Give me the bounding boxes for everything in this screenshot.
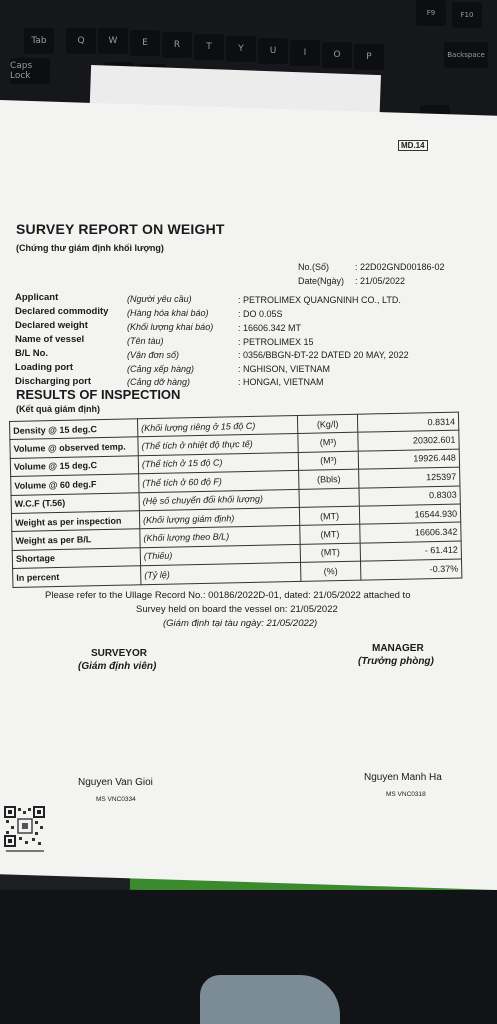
results-title: RESULTS OF INSPECTION xyxy=(16,387,181,402)
surveyor-role: SURVEYOR xyxy=(91,648,147,659)
key-e: E xyxy=(130,30,160,56)
result-label: W.C.F (T.56) xyxy=(11,492,139,513)
result-label-vn: (Khối lượng riêng ở 15 độ C) xyxy=(137,415,297,437)
key-q: Q xyxy=(66,28,96,54)
document-title: SURVEY REPORT ON WEIGHT xyxy=(16,221,225,237)
result-label: Weight as per B/L xyxy=(12,529,140,550)
field-value: : NGHISON, VIETNAM xyxy=(238,364,331,374)
result-unit: (MT) xyxy=(300,525,360,545)
key-w: W xyxy=(98,28,128,54)
key-tab: Tab xyxy=(24,28,54,54)
result-value: 20302.601 xyxy=(358,430,459,451)
key-f10: F10 xyxy=(452,2,482,28)
result-label-vn: (Khối lượng giám định) xyxy=(139,507,299,529)
result-label-vn: (Thể tích ở 15 độ C) xyxy=(138,452,298,474)
manager-role: MANAGER xyxy=(372,643,424,654)
field-label-vn: (Người yêu cầu) xyxy=(127,294,192,304)
field-label: Declared weight xyxy=(15,320,88,331)
result-value: 0.8314 xyxy=(357,412,458,433)
result-value: 16606.342 xyxy=(360,522,461,543)
key-i: I xyxy=(290,40,320,66)
result-unit xyxy=(299,488,359,508)
field-label: Applicant xyxy=(15,292,59,303)
key-backspace: Backspace xyxy=(444,42,488,68)
cloth-object xyxy=(200,975,340,1024)
manager-name: Nguyen Manh Ha xyxy=(364,772,442,783)
field-value: : PETROLIMEX QUANGNINH CO., LTD. xyxy=(238,295,401,305)
result-label: Weight as per inspection xyxy=(11,511,139,532)
result-value: - 61.412 xyxy=(360,541,461,562)
field-value: : DO 0.05S xyxy=(238,309,283,319)
result-label: In percent xyxy=(13,566,141,587)
result-unit: (Bbls) xyxy=(299,469,359,489)
result-label-vn: (Thiếu) xyxy=(140,544,300,566)
result-value: 16544.930 xyxy=(359,504,460,525)
result-label-vn: (Thể tích ở nhiệt độ thực tế) xyxy=(138,434,298,456)
report-date-value: : 21/05/2022 xyxy=(355,276,406,286)
result-label-vn: (Tỷ lệ) xyxy=(141,563,301,585)
result-label-vn: (Thể tích ở 60 độ F) xyxy=(139,471,299,493)
qr-code-icon xyxy=(4,806,46,854)
result-unit: (%) xyxy=(301,561,361,581)
result-unit: (MT) xyxy=(300,543,360,563)
result-unit: (MT) xyxy=(299,506,359,526)
field-label: Loading port xyxy=(15,362,74,373)
key-t: T xyxy=(194,34,224,60)
field-label: Declared commodity xyxy=(15,306,109,317)
field-value: : HONGAI, VIETNAM xyxy=(238,377,324,387)
results-table xyxy=(9,412,462,588)
key-u: U xyxy=(258,38,288,64)
key-r: R xyxy=(162,32,192,58)
result-value: 19926.448 xyxy=(358,449,459,470)
key-f9: F9 xyxy=(416,0,446,26)
document-subtitle: (Chứng thư giám định khối lượng) xyxy=(16,243,164,253)
survey-held-note-vn: (Giám định tại tàu ngày: 21/05/2022) xyxy=(163,618,318,629)
result-label-vn: (Hệ số chuyển đổi khối lượng) xyxy=(139,489,299,511)
result-value: 125397 xyxy=(359,467,460,488)
field-label: B/L No. xyxy=(15,348,49,359)
field-label-vn: (Cảng xếp hàng) xyxy=(127,364,195,374)
report-number-label: No.(Số) xyxy=(298,262,330,272)
result-unit: (M³) xyxy=(298,433,358,453)
result-label: Volume @ 15 deg.C xyxy=(10,456,138,477)
field-label: Name of vessel xyxy=(15,334,85,345)
field-label-vn: (Cảng dỡ hàng) xyxy=(127,377,190,387)
report-number-value: : 22D02GND00186-02 xyxy=(355,262,445,272)
ullage-note: Please refer to the Ullage Record No.: 00186/2022D-01, dated: 21/05/2022 attached to xyxy=(45,590,411,601)
result-unit: (Kg/l) xyxy=(297,414,357,434)
survey-held-note: Survey held on board the vessel on: 21/05/2022 xyxy=(136,604,338,615)
field-value: : 0356/BBGN-ĐT-22 DATED 20 MAY, 2022 xyxy=(238,350,409,360)
key-y: Y xyxy=(226,36,256,62)
manager-ms-number: MS VNC0318 xyxy=(386,791,426,798)
key-o: O xyxy=(322,42,352,68)
surveyor-role-vn: (Giám định viên) xyxy=(78,661,157,672)
field-label-vn: (Hàng hóa khai báo) xyxy=(127,308,209,318)
result-label: Shortage xyxy=(12,548,140,569)
manager-role-vn: (Trưởng phòng) xyxy=(358,656,434,667)
result-value: -0.37% xyxy=(361,559,462,580)
result-label: Density @ 15 deg.C xyxy=(10,419,138,440)
surveyor-ms-number: MS VNC0334 xyxy=(96,796,136,803)
result-unit: (M³) xyxy=(298,451,358,471)
form-code: MD.14 xyxy=(398,140,428,151)
field-value: : PETROLIMEX 15 xyxy=(238,337,314,347)
surveyor-name: Nguyen Van Gioi xyxy=(78,777,153,788)
field-label-vn: (Vận đơn số) xyxy=(127,350,179,360)
key-caps-lock: Caps Lock xyxy=(10,58,50,84)
result-label: Volume @ observed temp. xyxy=(10,437,138,458)
report-date-label: Date(Ngày) xyxy=(298,276,345,286)
field-label: Discharging port xyxy=(15,376,92,387)
field-label-vn: (Tên tàu) xyxy=(127,336,164,346)
result-label-vn: (Khối lượng theo B/L) xyxy=(140,526,300,548)
key-p: P xyxy=(354,44,384,70)
field-label-vn: (Khối lượng khai báo) xyxy=(127,322,214,332)
result-value: 0.8303 xyxy=(359,486,460,507)
field-value: : 16606.342 MT xyxy=(238,323,302,333)
result-label: Volume @ 60 deg.F xyxy=(11,474,139,495)
results-subtitle: (Kết quả giám định) xyxy=(16,404,100,414)
